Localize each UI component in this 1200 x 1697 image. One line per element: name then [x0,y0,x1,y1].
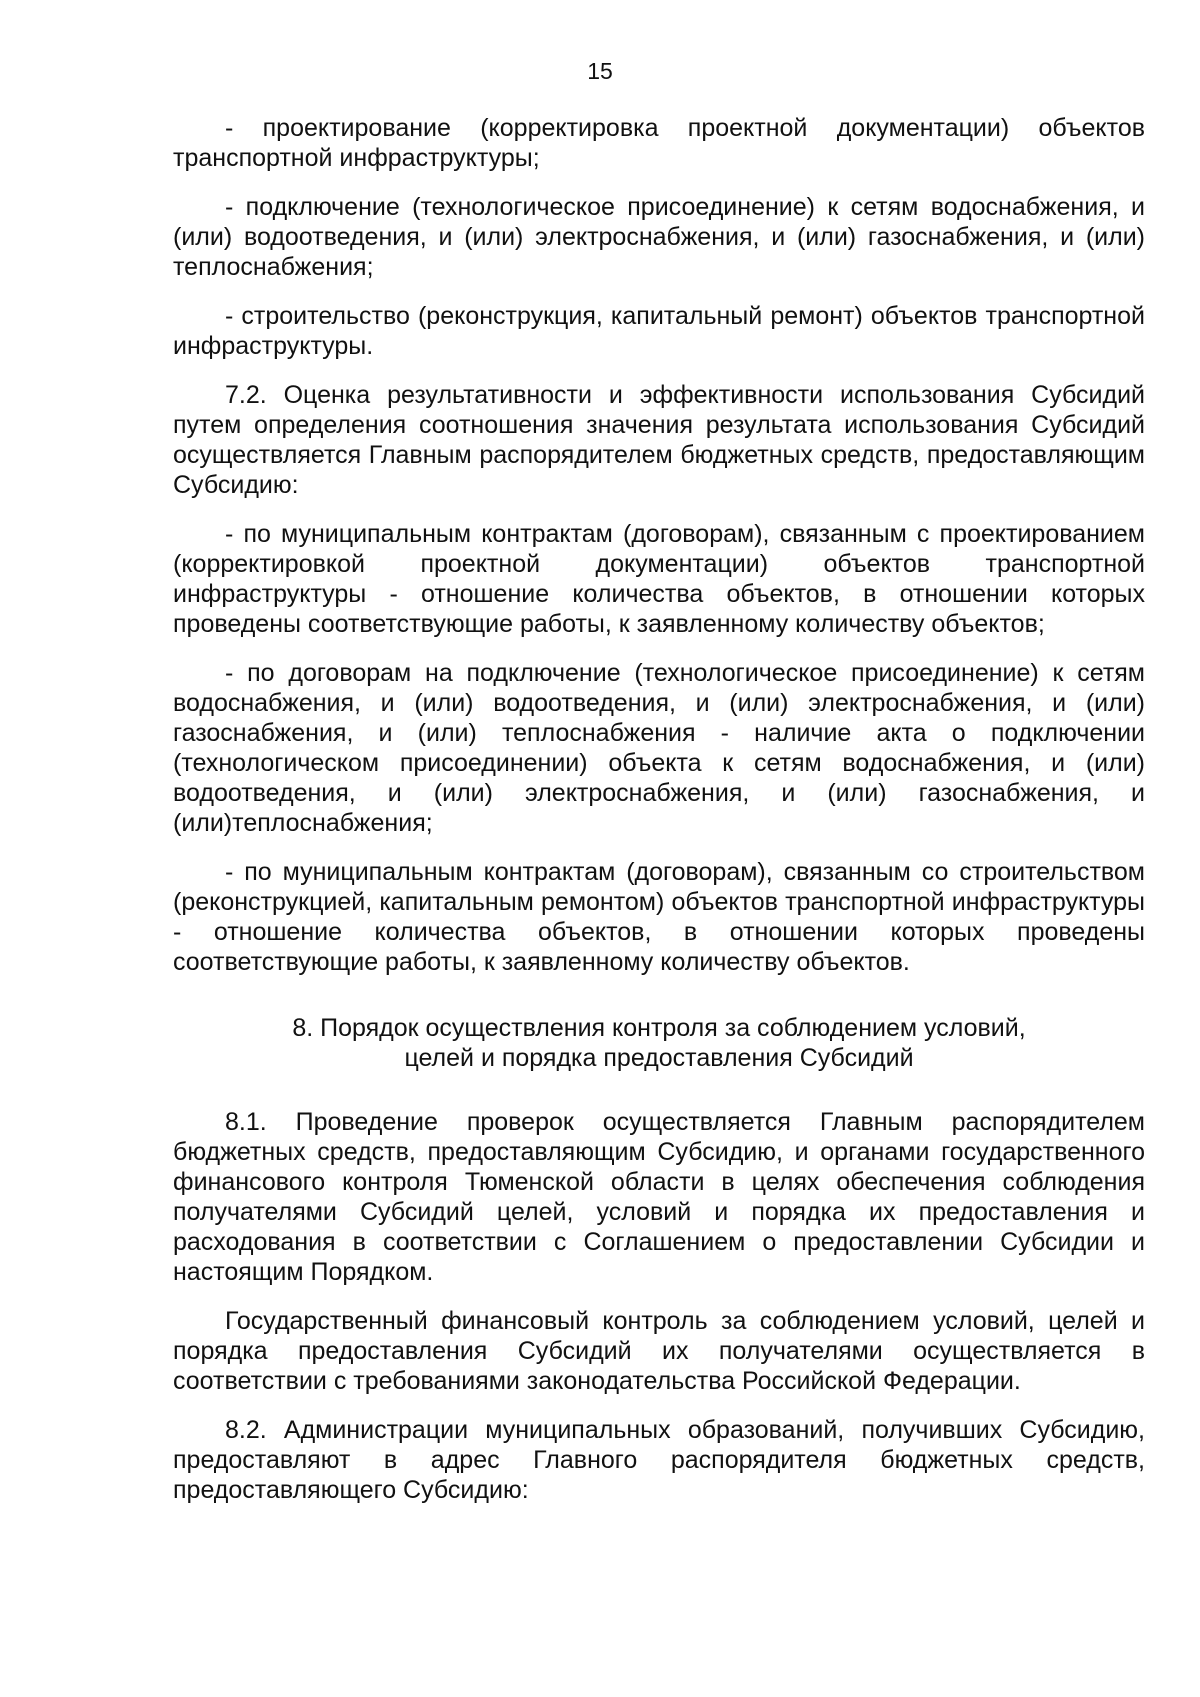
clause-8-1: 8.1. Проведение проверок осуществляется Главным распорядителем бюджетных средств, предоставляющим Субсидию, и органами государственного финансового контроля Тюменской области в целях обеспечения соблюдения получателями Субсидий целей, условий и порядка их предоставления и расходования в соответствии с Соглашением о предоставлении Субсидии и настоящим Порядком. [173,1108,1145,1286]
list-item-design: - проектирование (корректировка проектной документации) объектов транспортной инфраструктуры; [173,114,1145,172]
list-item-connection: - подключение (технологическое присоединение) к сетям водоснабжения, и (или) водоотведения, и (или) электроснабжения, и (или) газоснабжения, и (или) теплоснабжения; [173,193,1145,281]
section-heading-line-1: 8. Порядок осуществления контроля за соблюдением условий, [292,1014,1026,1042]
document-body [173,113,1145,1524]
section-heading-line-2: целей и порядка предоставления Субсидий [404,1044,914,1072]
list-item-connection-agreements: - по договорам на подключение (технологическое присоединение) к сетям водоснабжения, и (или) водоотведения, и (или) электроснабжения, и (или) газоснабжения, и (или) теплоснабжения - наличие акта о подключении (технологическом присоединении) объекта к сетям водоснабжения, и (или) водоотведения, и (или) электроснабжения, и (или) газоснабжения, и (или)теплоснабжения; [173,659,1145,837]
list-item-construction: - строительство (реконструкция, капитальный ремонт) объектов транспортной инфраструктуры. [173,302,1145,360]
clause-7-2: 7.2. Оценка результативности и эффективности использования Субсидий путем определения соотношения значения результата использования Субсидий осуществляется Главным распорядителем бюджетных средств, предоставляющим Субсидию: [173,381,1145,499]
list-item-design-contracts: - по муниципальным контрактам (договорам), связанным с проектированием (корректировкой проектной документации) объектов транспортной инфраструктуры - отношение количества объектов, в отношении которых проведены соответствующие работы, к заявленному количеству объектов; [173,520,1145,638]
clause-8-2: 8.2. Администрации муниципальных образований, получивших Субсидию, предоставляют в адрес Главного распорядителя бюджетных средств, предоставляющего Субсидию: [173,1416,1145,1504]
page-number: 15 [587,58,613,84]
state-financial-control-paragraph: Государственный финансовый контроль за соблюдением условий, целей и порядка предоставления Субсидий их получателями осуществляется в соответствии с требованиями законодательства Российской Федерации. [173,1307,1145,1395]
section-heading-8 [173,1013,1145,1073]
list-item-construction-contracts: - по муниципальным контрактам (договорам), связанным со строительством (реконструкцией, капитальным ремонтом) объектов транспортной инфраструктуры - отношение количества объектов, в отношении которых проведены соответствующие работы, к заявленному количеству объектов. [173,858,1145,976]
